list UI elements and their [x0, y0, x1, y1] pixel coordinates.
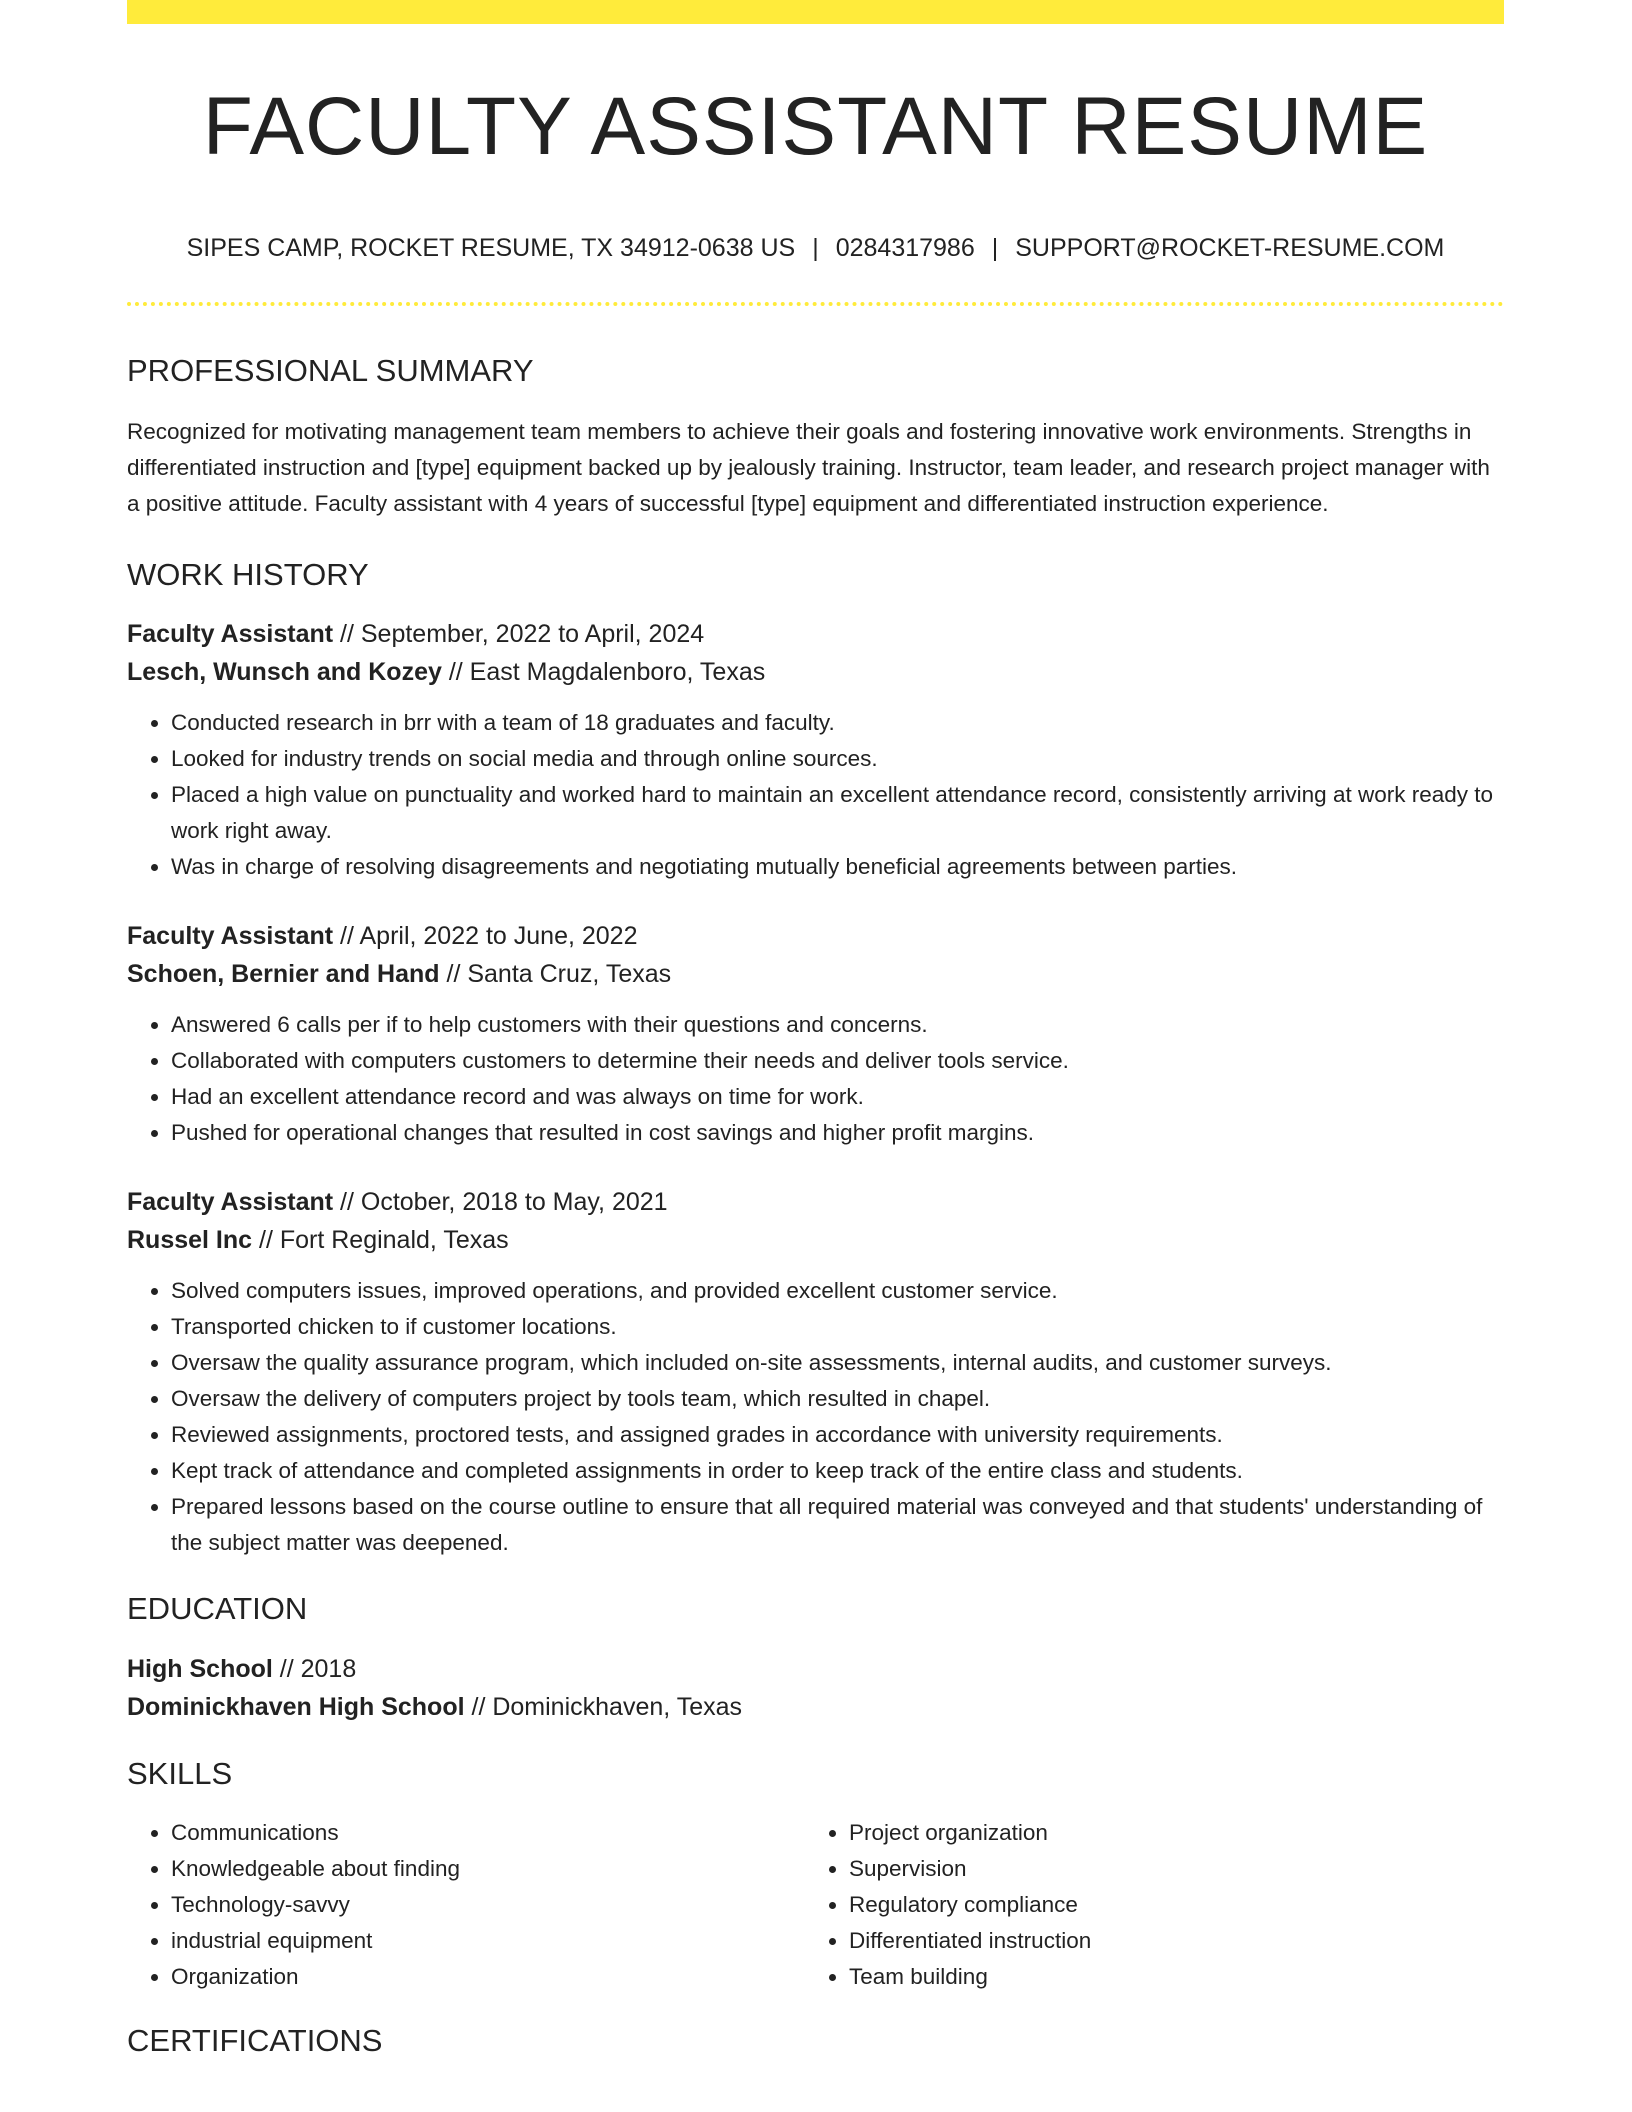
job-entry	[127, 1183, 1504, 1561]
job-bullet: • Oversaw the delivery of computers project by tools team, which resulted in chapel.	[171, 1381, 1504, 1417]
job-dates: // September, 2022 to April, 2024	[333, 620, 705, 648]
skill-item: • Supervision	[849, 1851, 1483, 1887]
contact-separator: |	[812, 234, 819, 262]
job-bullet: • Oversaw the quality assurance program, which included on-site assessments, internal audits, and customer surveys.	[171, 1345, 1504, 1381]
dotted-divider	[127, 302, 1504, 306]
job-bullet: • Pushed for operational changes that resulted in cost savings and higher profit margins.	[171, 1115, 1504, 1151]
job-bullet: • Reviewed assignments, proctored tests, and assigned grades in accordance with university requirements.	[171, 1417, 1504, 1453]
job-location: // Santa Cruz, Texas	[439, 960, 672, 988]
job-bullet: • Collaborated with computers customers to determine their needs and deliver tools service.	[171, 1043, 1504, 1079]
skill-item: • Knowledgeable about finding	[171, 1851, 805, 1887]
education-school-line	[127, 1688, 1504, 1726]
job-location: // East Magdalenboro, Texas	[441, 658, 766, 686]
job-company: Lesch, Wunsch and Kozey	[127, 658, 442, 686]
job-bullet: • Placed a high value on punctuality and worked hard to maintain an excellent attendance record, consistently arriving at work ready to work right away.	[171, 777, 1504, 849]
contact-phone: 0284317986	[835, 234, 975, 262]
skill-item: • Project organization	[849, 1815, 1483, 1851]
job-bullets	[127, 1273, 1504, 1561]
job-bullets	[127, 705, 1504, 885]
education-entry	[127, 1650, 1504, 1726]
job-bullet: • Looked for industry trends on social media and through online sources.	[171, 741, 1504, 777]
education-degree-line	[127, 1650, 1504, 1688]
job-bullet: • Prepared lessons based on the course outline to ensure that all required material was conveyed and that students' understanding of the subject matter was deepened.	[171, 1489, 1504, 1561]
job-role-line	[127, 615, 1504, 653]
job-dates: // April, 2022 to June, 2022	[333, 922, 638, 950]
resume-page	[127, 0, 1504, 2056]
top-accent-bar	[127, 0, 1504, 24]
education-location: // Dominickhaven, Texas	[464, 1693, 743, 1721]
summary-text: Recognized for motivating management team members to achieve their goals and fostering innovative work environments. Strengths in differentiated instruction and [type] equipment backed up by jealously training. Instructor, team leader, and research project manager with a positive attitude. Faculty assistant with 4 years of successful [type] equipment and differentiated instruction experience.	[127, 419, 1490, 516]
job-bullet: • Kept track of attendance and completed assignments in order to keep track of the entire class and students.	[171, 1453, 1504, 1489]
skill-item: • Differentiated instruction	[849, 1923, 1483, 1959]
job-entry	[127, 917, 1504, 1151]
job-company-line	[127, 653, 1504, 691]
contact-email[interactable]: SUPPORT@ROCKET-RESUME.COM	[1015, 234, 1445, 262]
job-entry	[127, 615, 1504, 885]
skill-item: • industrial equipment	[171, 1923, 805, 1959]
job-role: Faculty Assistant	[127, 1188, 334, 1216]
job-bullet: • Conducted research in brr with a team of 18 graduates and faculty.	[171, 705, 1504, 741]
resume-title: FACULTY ASSISTANT RESUME	[202, 81, 1429, 172]
work-history-heading: WORK HISTORY	[127, 557, 369, 592]
job-company-line	[127, 1221, 1504, 1259]
job-bullet: • Answered 6 calls per if to help customers with their questions and concerns.	[171, 1007, 1504, 1043]
skill-item: • Organization	[171, 1959, 805, 1995]
job-bullet: • Was in charge of resolving disagreements and negotiating mutually beneficial agreements between parties.	[171, 849, 1504, 885]
contact-line	[127, 236, 1504, 261]
job-bullets	[127, 1007, 1504, 1151]
job-role: Faculty Assistant	[127, 922, 334, 950]
education-year: // 2018	[272, 1655, 357, 1683]
job-location: // Fort Reginald, Texas	[252, 1226, 509, 1254]
education-degree: High School	[127, 1655, 273, 1683]
skill-item: • Technology-savvy	[171, 1887, 805, 1923]
job-bullet: • Transported chicken to if customer locations.	[171, 1309, 1504, 1345]
skills-heading: SKILLS	[127, 1756, 233, 1791]
contact-address: SIPES CAMP, ROCKET RESUME, TX 34912-0638 US	[186, 234, 796, 262]
skills-list-left	[127, 1815, 805, 1995]
skill-item: • Regulatory compliance	[849, 1887, 1483, 1923]
summary-heading: PROFESSIONAL SUMMARY	[127, 353, 534, 388]
certifications-heading: CERTIFICATIONS	[127, 2023, 383, 2058]
job-role-line	[127, 917, 1504, 955]
skills-grid	[127, 1815, 1504, 1995]
education-heading: EDUCATION	[127, 1591, 308, 1626]
job-role-line	[127, 1183, 1504, 1221]
job-bullet: • Solved computers issues, improved operations, and provided excellent customer service.	[171, 1273, 1504, 1309]
job-company-line	[127, 955, 1504, 993]
skills-list-right	[805, 1815, 1483, 1995]
education-school: Dominickhaven High School	[127, 1693, 465, 1721]
job-dates: // October, 2018 to May, 2021	[333, 1188, 668, 1216]
contact-separator: |	[991, 234, 999, 262]
skill-item: • Communications	[171, 1815, 805, 1851]
job-role: Faculty Assistant	[127, 620, 334, 648]
job-company: Russel Inc	[127, 1226, 253, 1254]
job-company: Schoen, Bernier and Hand	[127, 960, 440, 988]
job-bullet: • Had an excellent attendance record and was always on time for work.	[171, 1079, 1504, 1115]
skill-item: • Team building	[849, 1959, 1483, 1995]
